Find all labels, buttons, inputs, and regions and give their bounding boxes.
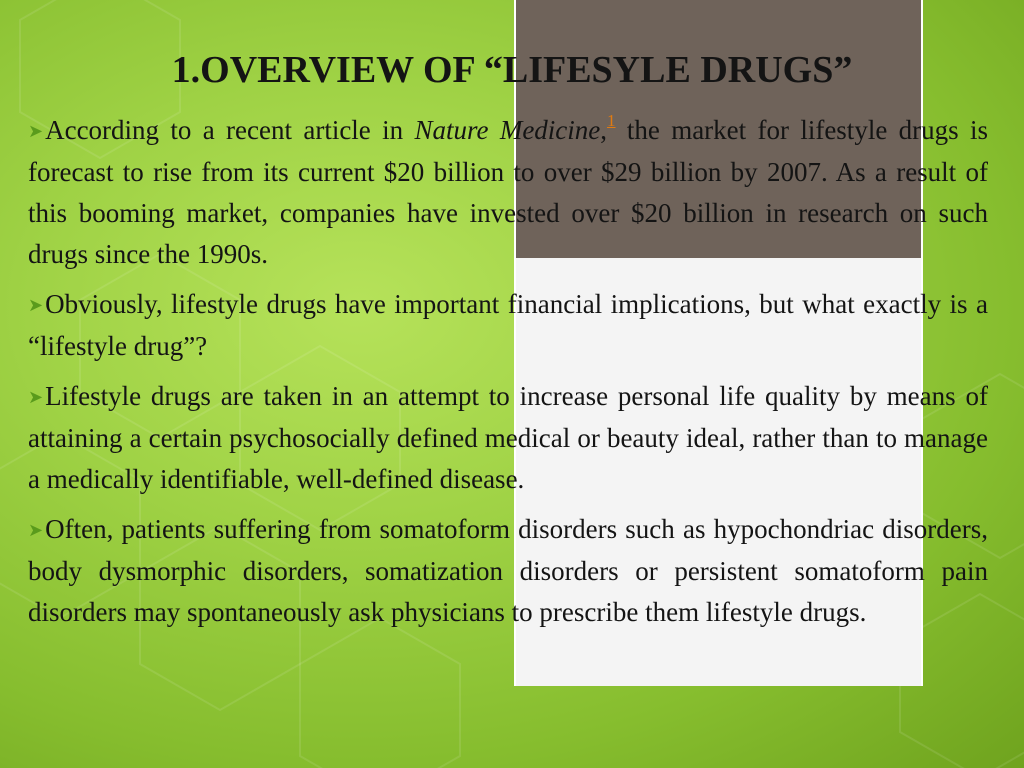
slide-body [28,110,988,642]
bullet-paragraph-4 [28,509,988,633]
journal-name: Nature Medicine [414,115,601,145]
arrow-bullet-icon: ➤ [28,387,44,408]
arrow-bullet-icon: ➤ [28,121,44,142]
bullet-paragraph-1 [28,110,988,275]
paragraph-2-text: Obviously, lifestyle drugs have important financial implications, but what exactly is a “lifestyle drug”? [28,289,988,361]
slide-title: 1.OVERVIEW OF “LIFESYLE DRUGS” [171,49,853,91]
bullet-paragraph-3 [28,376,988,500]
arrow-bullet-icon: ➤ [28,520,44,541]
paragraph-1-rest: the market for lifestyle drugs is forecast to rise from its current $20 billion to over $29 billion by 2007. As a result of this booming market, companies have invested over $20 billion in research on such drugs since the 1990s. [28,115,988,269]
bullet-paragraph-2 [28,284,988,367]
paragraph-1-lead: According to a recent article in [45,115,415,145]
paragraph-1-comma: , [600,115,608,145]
reference-link[interactable]: 1 [607,111,616,130]
paragraph-3-text: Lifestyle drugs are taken in an attempt to increase personal life quality by means of attaining a certain psychosocially defined medical or beauty ideal, rather than to manage a medically identifiable, well-defined disease. [28,381,988,494]
arrow-bullet-icon: ➤ [28,295,44,316]
paragraph-4-text: Often, patients suffering from somatoform disorders such as hypochondriac disorders, body dysmorphic disorders, somatization disorders or persistent somatoform pain disorders may spontaneously ask physicians to prescribe them lifestyle drugs. [28,514,988,627]
